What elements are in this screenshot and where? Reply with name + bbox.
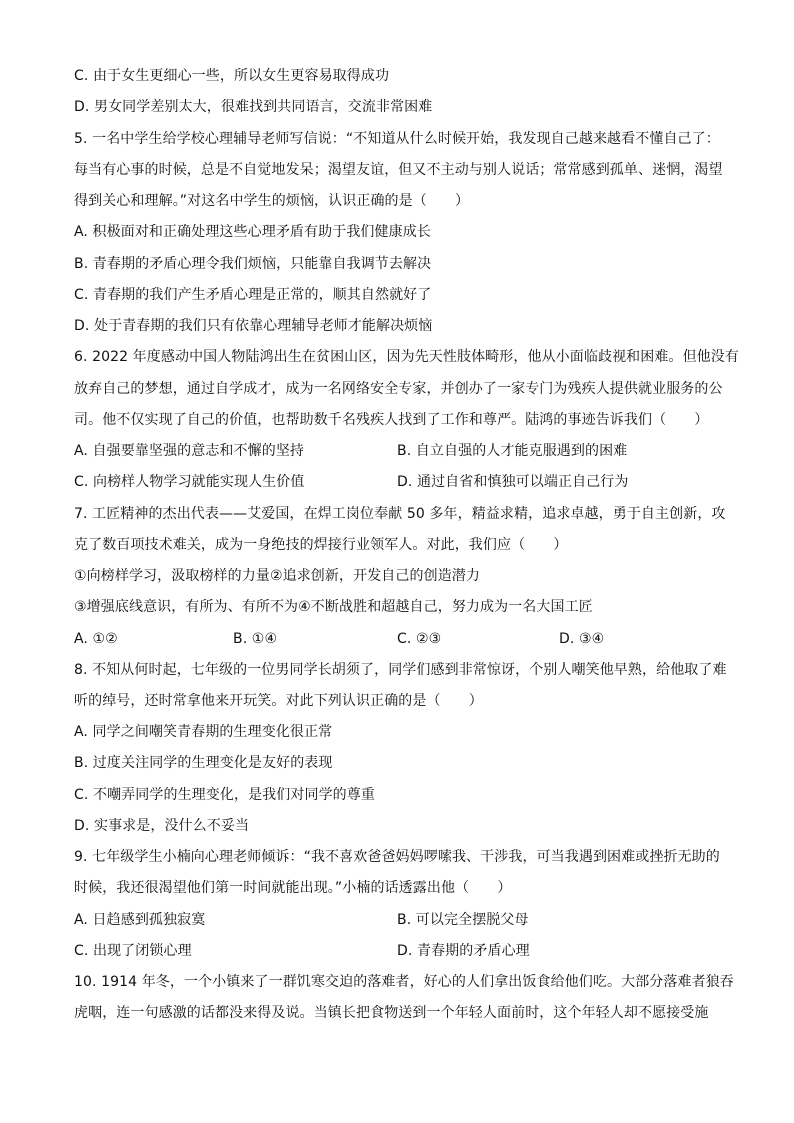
question-6-stem-line-3: 司。他不仅实现了自己的价值，也帮助数千名残疾人找到了工作和尊严。陆鸿的事迹告诉我们（ ） [74, 412, 709, 428]
question-9-option-b: B. 可以完全摆脱父母 [397, 912, 529, 928]
question-5-option-c: C. 青春期的我们产生矛盾心理是正常的，顺其自然就好了 [74, 287, 432, 303]
question-10-stem-line-1: 10. 1914 年冬，一个小镇来了一群饥寒交迫的落难者，好心的人们拿出饭食给他们吃。大部分落难者狼吞 [74, 974, 734, 990]
option-c: C. 由于女生更细心一些，所以女生更容易取得成功 [74, 68, 390, 84]
question-6-stem-line-1: 6. 2022 年度感动中国人物陆鸿出生在贫困山区，因为先天性肢体畸形，他从小面临歧视和困难。但他没有 [74, 349, 739, 365]
question-6-stem-line-2: 放弃自己的梦想，通过自学成才，成为一名网络安全专家，并创办了一家专门为残疾人提供就业服务的公 [74, 381, 723, 397]
question-6-option-d: D. 通过自省和慎独可以端正自己行为 [397, 474, 629, 490]
question-6-option-b: B. 自立自强的人才能克服遇到的困难 [397, 443, 628, 459]
question-5-stem-line-3: 得到关心和理解。”对这名中学生的烦恼，认识正确的是（ ） [74, 193, 470, 209]
question-7-statements-line-1: ①向榜样学习，汲取榜样的力量②追求创新，开发自己的创造潜力 [74, 568, 480, 584]
question-9-stem-line-1: 9. 七年级学生小楠向心理老师倾诉：“我不喜欢爸爸妈妈啰嗦我、干涉我，可当我遇到困难或挫折无助的 [74, 849, 720, 865]
question-7-stem-line-1: 7. 工匠精神的杰出代表——艾爱国，在焊工岗位奉献 50 多年，精益求精，追求卓越，勇于自主创新，攻 [74, 506, 726, 522]
question-8-option-a: A. 同学之间嘲笑青春期的生理变化很正常 [74, 724, 333, 740]
question-6-option-c: C. 向榜样人物学习就能实现人生价值 [74, 474, 305, 490]
question-7-statements-line-2: ③增强底线意识，有所为、有所不为④不断战胜和超越自己，努力成为一名大国工匠 [74, 599, 593, 615]
question-8-option-c: C. 不嘲弄同学的生理变化，是我们对同学的尊重 [74, 787, 375, 803]
question-8-stem-line-2: 听的绰号，还时常拿他来开玩笑。对此下列认识正确的是（ ） [74, 693, 483, 709]
question-5-option-a: A. 积极面对和正确处理这些心理矛盾有助于我们健康成长 [74, 224, 431, 240]
question-5-stem-line-2: 每当有心事的时候，总是不自觉地发呆；渴望友谊，但又不主动与别人说话；常常感到孤单、迷惘，渴望 [74, 162, 723, 178]
question-7-stem-line-2: 克了数百项技术难关，成为一身绝技的焊接行业领军人。对此，我们应（ ） [74, 537, 568, 553]
question-5-stem-line-1: 5. 一名中学生给学校心理辅导老师写信说：“不知道从什么时候开始，我发现自己越来越看不懂自己了： [74, 131, 720, 147]
question-7-option-d: D. ③④ [559, 631, 605, 647]
question-8-option-b: B. 过度关注同学的生理变化是友好的表现 [74, 755, 333, 771]
question-6-option-a: A. 自强要靠坚强的意志和不懈的坚持 [74, 443, 305, 459]
question-8-stem-line-1: 8. 不知从何时起，七年级的一位男同学长胡须了，同学们感到非常惊讶，个别人嘲笑他早熟，给他取了难 [74, 662, 727, 678]
question-7-option-c: C. ②③ [397, 631, 442, 647]
question-5-option-d: D. 处于青春期的我们只有依靠心理辅导老师才能解决烦恼 [74, 318, 433, 334]
option-d: D. 男女同学差别太大，很难找到共同语言，交流非常困难 [74, 99, 433, 115]
question-10-stem-line-2: 虎咽，连一句感激的话都没来得及说。当镇长把食物送到一个年轻人面前时，这个年轻人却不愿接受施 [74, 1005, 709, 1021]
question-7-option-b: B. ①④ [233, 631, 278, 647]
question-7-option-a: A. ①② [74, 631, 118, 647]
question-9-option-d: D. 青春期的矛盾心理 [397, 943, 530, 959]
question-9-option-a: A. 日趋感到孤独寂寞 [74, 912, 206, 928]
question-9-option-c: C. 出现了闭锁心理 [74, 943, 192, 959]
question-9-stem-line-2: 时候，我还很渴望他们第一时间就能出现。”小楠的话透露出他（ ） [74, 880, 512, 896]
question-8-option-d: D. 实事求是，没什么不妥当 [74, 818, 250, 834]
question-5-option-b: B. 青春期的矛盾心理令我们烦恼，只能靠自我调节去解决 [74, 256, 432, 272]
